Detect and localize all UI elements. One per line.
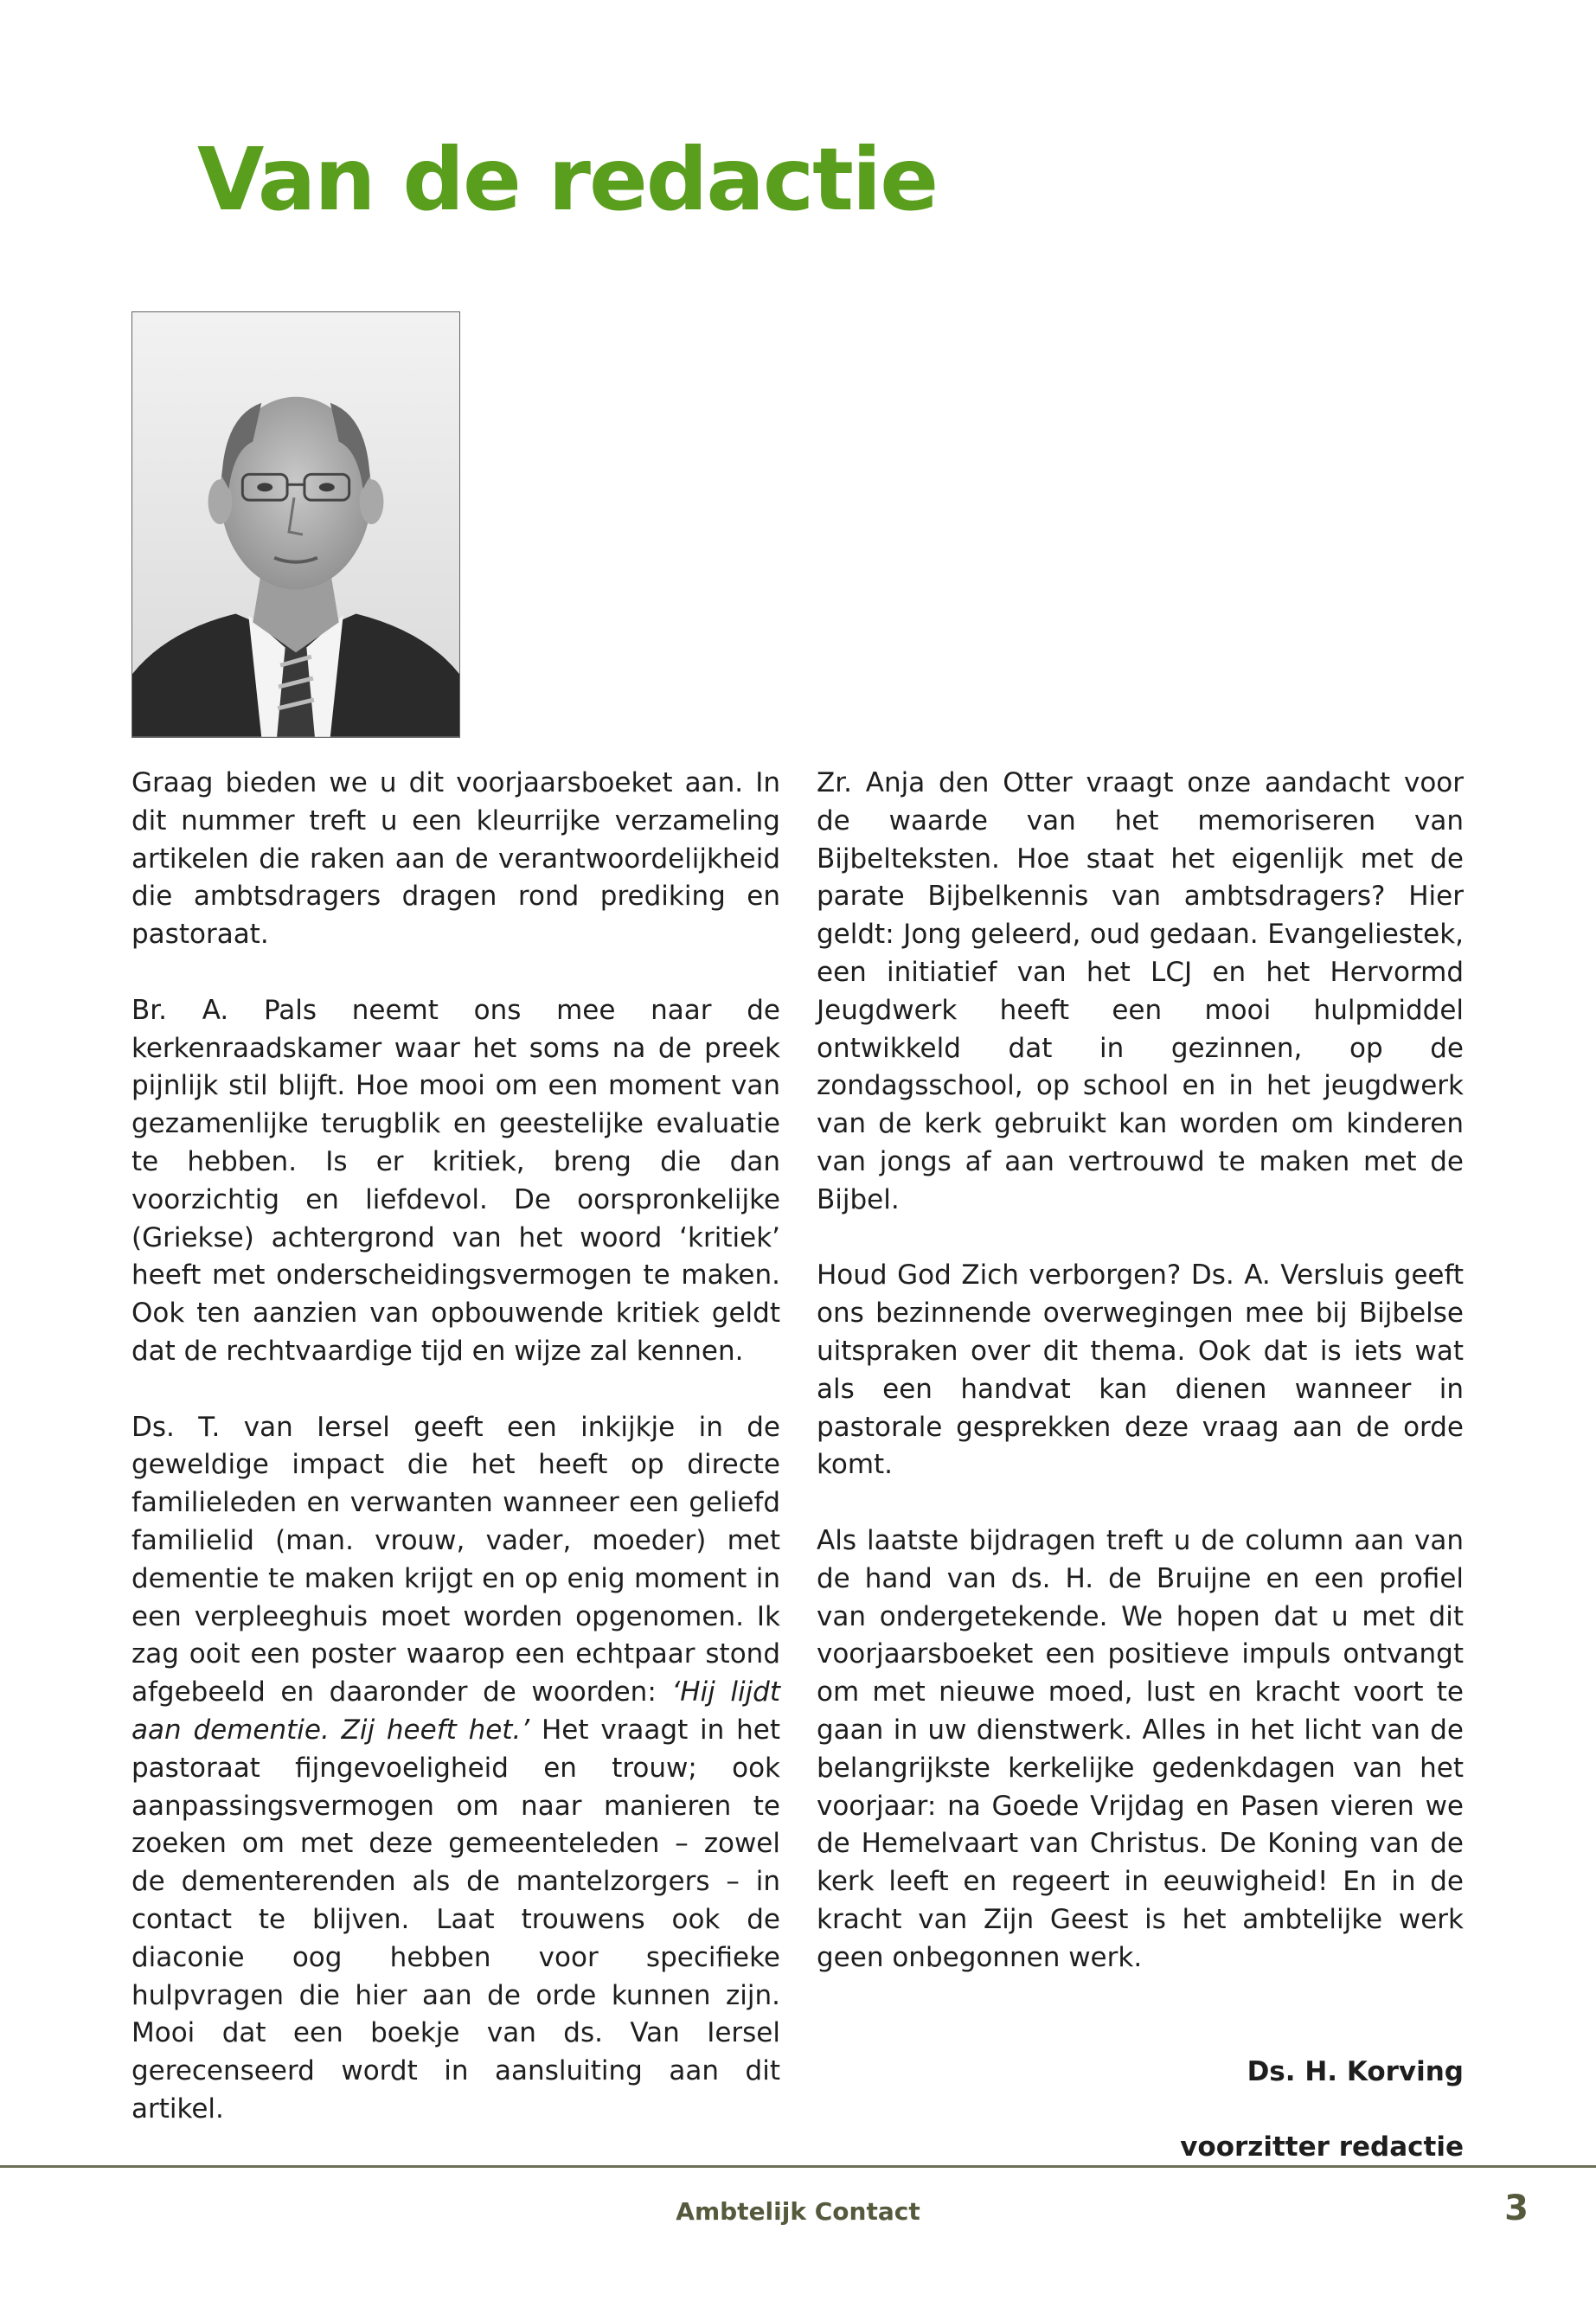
- paragraph-van-iersel: [131, 1409, 780, 2129]
- author-photo: [131, 311, 460, 738]
- paragraph-versluis: Houd God Zich verborgen? Ds. A. Versluis geeft ons bezinnende overwegingen mee bij Bijbelse uitspraken over dit thema. Ook dat is iets wat als een handvat kan dienen wanneer in pastorale gesprekken deze vraag aan de orde komt.: [817, 1259, 1464, 1481]
- footer-publication: Ambtelijk Contact: [676, 2197, 920, 2226]
- right-column: [817, 765, 1464, 2205]
- signature: [817, 2054, 1464, 2167]
- paragraph-closing: Als laatste bijdragen treft u de column aan van de hand van ds. H. de Bruijne en een profiel van ondergetekende. We hopen dat u met dit voorjaarsboeket een positieve impuls ontvangt om met nieuwe moed, lust en kracht voort te gaan in uw dienstwerk. Alles in het licht van de belangrijkste kerkelijke gedenkdagen van het voorjaar: na Goede Vrijdag en Pasen vieren we de Hemelvaart van Christus. De Koning van de kerk leeft en regeert in eeuwigheid! En in de kracht van Zijn Geest is het ambtelijke werk geen onbegonnen werk.: [817, 1524, 1464, 1973]
- signature-name: Ds. H. Korving: [1247, 2055, 1464, 2087]
- footer-divider: [0, 2165, 1596, 2168]
- paragraph-pals: Br. A. Pals neemt ons mee naar de kerkenraadskamer waar het soms na de preek pijnlijk stil blijft. Hoe mooi om een moment van gezamenlijke terugblik en geestelijke evaluatie te hebben. Is er kritiek, breng die dan voorzichtig en liefdevol. De oorspronkelijke (Griekse) achtergrond van het woord ‘kritiek’ heeft met onderscheidingsvermogen te maken. Ook ten aanzien van opbouwende kritiek geldt dat de rechtvaardige tijd en wijze zal kennen.: [131, 994, 780, 1367]
- portrait-photo-icon: [132, 312, 459, 737]
- page-number: 3: [1504, 2189, 1529, 2228]
- quote-text: ‘Hij lijdt aan dementie. Zij heeft het.’: [131, 1676, 781, 1746]
- signature-role: voorzitter redactie: [1180, 2131, 1464, 2163]
- paragraph-text: Ds. T. van Iersel geeft een inkijkje in de geweldige impact die het heeft op directe familieleden en verwanten wanneer een geliefd familielid (man. vrouw, vader, moeder) met dementie te maken krijgt en op enig moment in een verpleeghuis moet worden opgenomen. Ik zag ooit een poster waarop een echtpaar stond afgebeeld en daaronder de woorden:: [131, 1411, 780, 1708]
- paragraph-text: Het vraagt in het pastoraat fijngevoeligheid en trouw; ook aanpassingsvermogen om naar manieren te zoeken om met deze gemeenteleden – zowel de dementerenden als de mantelzorgers – in contact te blijven. Laat trouwens ook de diaconie oog hebben voor specifieke hulpvragen die hier aan de orde kunnen zijn. Mooi dat een boekje van ds. Van Iersel gerecenseerd wordt in aansluiting aan dit artikel.: [131, 1714, 780, 2125]
- paragraph-den-otter: Zr. Anja den Otter vraagt onze aandacht voor de waarde van het memoriseren van Bijbelteksten. Hoe staat het eigenlijk met de parate Bijbelkennis van ambtsdragers? Hier geldt: Jong geleerd, oud gedaan. Evangeliestek, een initiatief van het LCJ en het Hervormd Jeugdwerk heeft een mooi hulpmiddel ontwikkeld dat in gezinnen, op de zondagsschool, op school en in het jeugdwerk van de kerk gebruikt kan worden om kinderen van jongs af aan vertrouwd te maken met de Bijbel.: [817, 767, 1464, 1215]
- page-title: Van de redactie: [197, 129, 938, 230]
- left-column: [131, 765, 780, 2166]
- paragraph-intro: Graag bieden we u dit voorjaarsboeket aan. In dit nummer treft u een kleurrijke verzameling artikelen die raken aan de verantwoordelijkheid die ambtsdragers dragen rond prediking en pastoraat.: [131, 767, 780, 951]
